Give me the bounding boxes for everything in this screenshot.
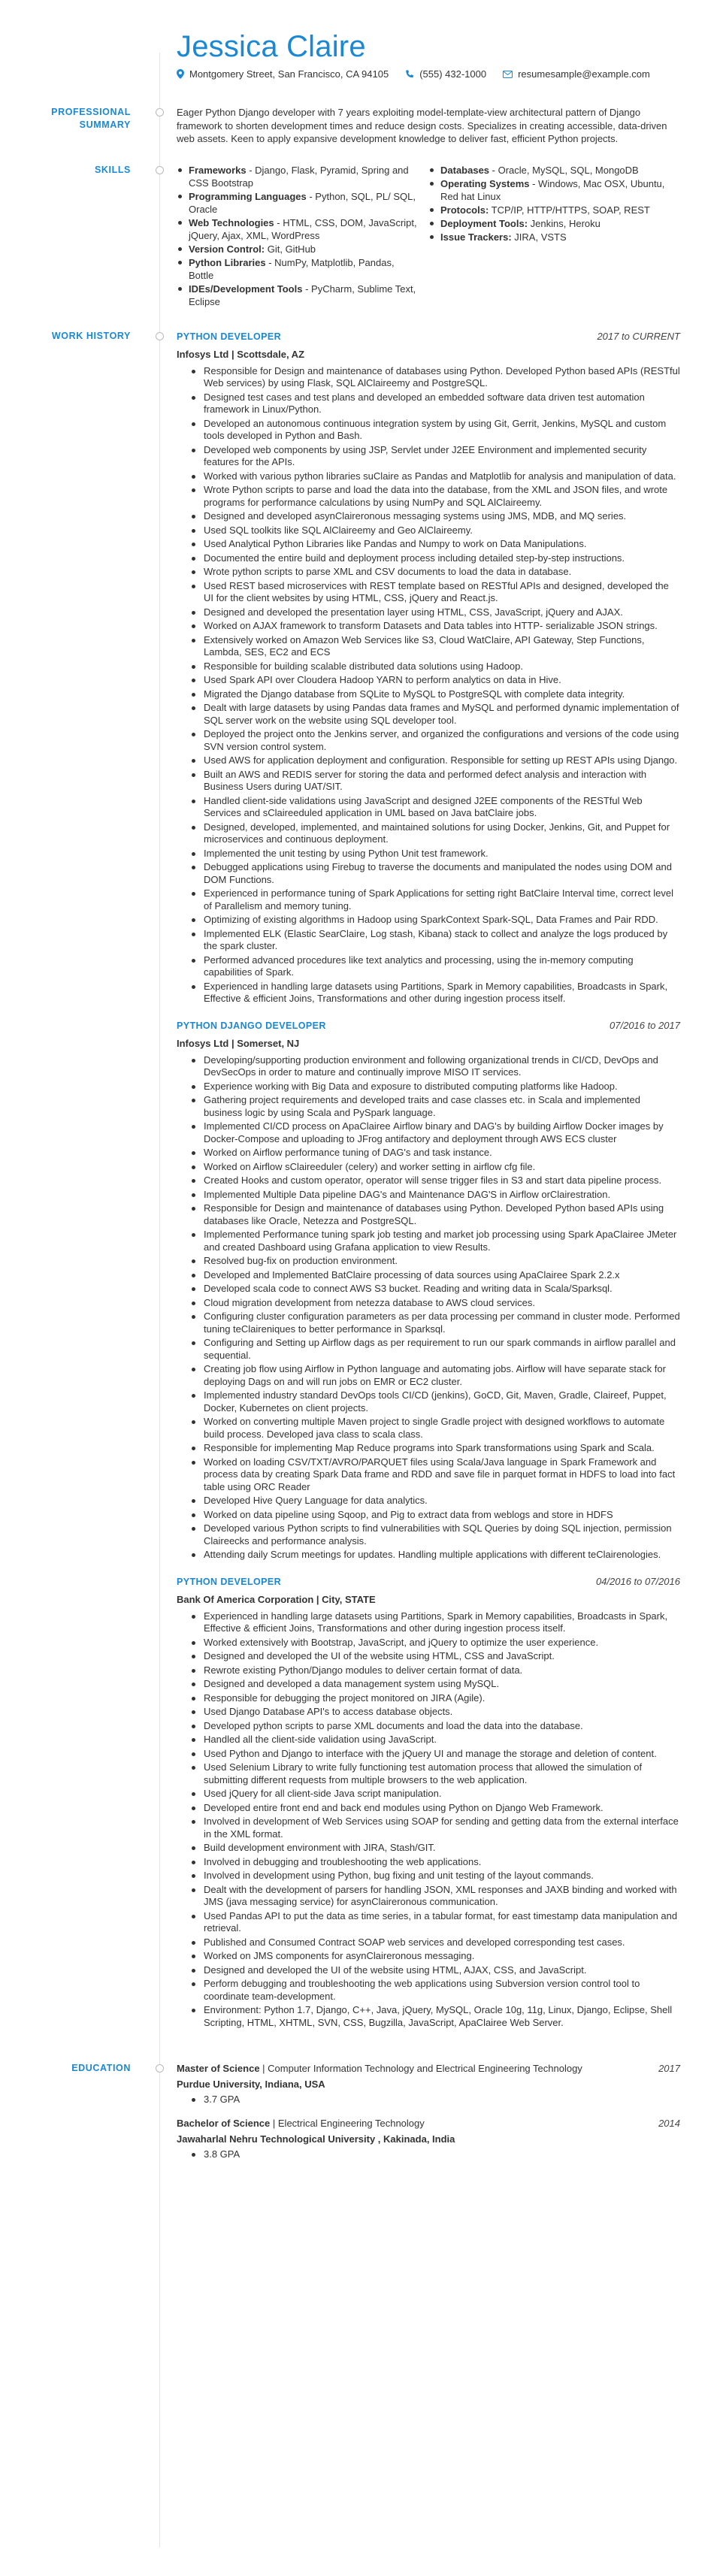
- bullet-item: Developed various Python scripts to find vulnerabilities with SQL Queries by doing SQL injection, permission Claireecks and performance analysis.: [177, 1522, 680, 1547]
- skill-value: - Windows, Mac OSX, Ubuntu, Red hat Linux: [440, 177, 665, 202]
- bullet-item: Experienced in performance tuning of Spark Applications for setting right BatClaire Interval time, correct level of Parallelism and memory tuning.: [177, 887, 680, 912]
- bullet-item: Designed and developed asynClaireronous messaging systems using JMS, MDB, and MQ series.: [177, 510, 680, 523]
- skill-item: [177, 243, 418, 255]
- skill-name: Python Libraries: [189, 256, 266, 268]
- skill-item: [428, 177, 670, 203]
- section-heading: WORK HISTORY: [51, 330, 131, 341]
- skill-name: Issue Trackers:: [440, 231, 512, 243]
- bullet-item: Implemented industry standard DevOps tools CI/CD (jenkins), GoCD, Git, Maven, Gradle, Claireef, Puppet, Docker, Kubernetes on client projects.: [177, 1389, 680, 1414]
- skill-name: Web Technologies: [189, 216, 274, 228]
- phone-icon: [405, 70, 414, 79]
- bullet-item: Experienced in handling large datasets using Partitions, Spark in Memory capabilities, Broadcasts in Spark, Effective & efficient Joins, Transformations and other during ingestion process itself.: [177, 981, 680, 1005]
- bullet-item: Experienced in handling large datasets using Partitions, Spark in Memory capabilities, Broadcasts in Spark, Effective & efficient Joins, Transformations and other during ingestion process itself.: [177, 1610, 680, 1635]
- skill-name: Protocols:: [440, 204, 489, 216]
- bullet-item: Worked on AJAX framework to transform Datasets and Data tables into HTTP- serializable JSON strings.: [177, 620, 680, 633]
- bullet-item: Published and Consumed Contract SOAP web services and developed corresponding test cases.: [177, 1937, 680, 1949]
- phone-item: [405, 68, 486, 80]
- skill-item: [177, 283, 418, 308]
- skill-value: - NumPy, Matplotlib, Pandas, Bottle: [189, 256, 395, 281]
- job-header: [177, 330, 680, 343]
- skill-name: Databases: [440, 164, 490, 176]
- school-name: Purdue University, Indiana, USA: [177, 2079, 325, 2090]
- degree-field: | Electrical Engineering Technology: [270, 2117, 425, 2129]
- bullet-item: Environment: Python 1.7, Django, C++, Java, jQuery, MySQL, Oracle 10g, 11g, Linux, Django, Eclipse, Shell Scripting, HTML, XHTML, SVN, CSS, Bugzilla, JavaScript, ApaClaireе Web Server.: [177, 2004, 680, 2029]
- skill-name: Frameworks: [189, 164, 247, 176]
- education-degree-line: [177, 2062, 582, 2075]
- education-degree-line: [177, 2117, 425, 2130]
- skill-item: [428, 217, 670, 230]
- bullet-item: Worked on Airflow performance tuning of DAG's and task instance.: [177, 1147, 680, 1160]
- skill-value: - Python, SQL, PL/ SQL, Oracle: [189, 190, 416, 215]
- education-year: 2014: [658, 2117, 680, 2129]
- timeline-dot: [156, 108, 164, 116]
- bullet-item: Implemented CI/CD process on ApaClaireе Airflow binary and DAG's by building Airflow Docker images by Docker-Compose and uploading to JFrog antifactory and deployment through AWS ECS cluster: [177, 1120, 680, 1145]
- bullet-item: Experience working with Big Data and exposure to distributed computing platforms like Hadoop.: [177, 1081, 680, 1093]
- skill-value: - Django, Flask, Pyramid, Spring and CSS Bootstrap: [189, 164, 409, 189]
- bullet-item: Rewrote existing Python/Django modules to deliver certain format of data.: [177, 1664, 680, 1677]
- bullet-item: Involved in development using Python, bug fixing and unit testing of the layout commands.: [177, 1870, 680, 1882]
- bullet-item: Developed scala code to connect AWS S3 bucket. Reading and writing data in Scala/Sparksql.: [177, 1283, 680, 1296]
- bullet-item: Used jQuery for all client-side Java script manipulation.: [177, 1788, 680, 1800]
- bullet-item: Extensively worked on Amazon Web Services like S3, Cloud WatClaire, API Gateway, Step Functions, Lambda, SES, EC2 and ECS: [177, 634, 680, 659]
- bullet-item: Implemented Multiple Data pipeline DAG's and Maintenance DAG'S in Airflow orClairestration.: [177, 1189, 680, 1202]
- phone-text: (555) 432-1000: [419, 68, 487, 80]
- bullet-item: Handled client-side validations using JavaScript and designed J2EE components of the RESTful Web Services and sClaireeduled application in UML based on Java batClaire jobs.: [177, 795, 680, 820]
- bullet-item: Used Django Database API's to access database objects.: [177, 1706, 680, 1719]
- skill-item: [177, 190, 418, 216]
- bullet-item: Worked with various python libraries suClaire as Pandas and Matplotlib for analysis and manipulation of data.: [177, 470, 680, 483]
- bullet-item: Responsible for implementing Map Reduce programs into Spark transformations using Spark and Scala.: [177, 1442, 680, 1455]
- skills-right-column: [428, 164, 680, 309]
- bullet-item: Designed and developed the UI of the website using HTML, CSS and JavaScript.: [177, 1650, 680, 1663]
- candidate-name: Jessica Claire: [177, 30, 366, 63]
- bullet-item: Optimizing of existing algorithms in Hadoop using SparkContext Spark-SQL, Data Frames and Pair RDD.: [177, 914, 680, 927]
- job-entry: [177, 1019, 680, 1562]
- bullet-item: Used Selenium Library to write fully functioning test automation process that allowed the simulation of submitting different requests from multiple browsers to the web application.: [177, 1761, 680, 1786]
- bullet-item: Implemented ELK (Elastic SearClaire, Log stash, Kibana) stack to collect and analyze the logs produced by the spark cluster.: [177, 928, 680, 953]
- bullet-item: Responsible for building scalable distributed data solutions using Hadoop.: [177, 661, 680, 673]
- job-header: [177, 1575, 680, 1589]
- summary-section: [0, 106, 723, 146]
- address-item: [177, 68, 389, 80]
- bullet-item: Developed entire front end and back end modules using Python on Django Web Framework.: [177, 1802, 680, 1815]
- bullet-item: Configuring cluster configuration parameters as per data processing per command in cluster mode. Performed tuning teClaireniques to better performance in Sparksql.: [177, 1311, 680, 1335]
- bullet-item: Creating job flow using Airflow in Python language and automating jobs. Airflow will have separate stack for deploying Dags on and will run jobs on EMR or EC2 cluster.: [177, 1363, 680, 1388]
- bullet-item: Used Analytical Python Libraries like Pandas and Numpy to work on Data Manipulations.: [177, 538, 680, 551]
- bullet-item: Implemented the unit testing by using Python Unit test framework.: [177, 848, 680, 860]
- address-text: Montgomery Street, San Francisco, CA 94105: [189, 68, 389, 80]
- job-entry: [177, 1575, 680, 2030]
- bullet-item: Dealt with large datasets by using Pandas data frames and MySQL and performed dynamic implementation of SQL server work on the website using SQL developer tool.: [177, 702, 680, 727]
- skill-value: Jenkins, Heroku: [528, 217, 600, 229]
- bullet-item: Developed and Implemented BatClaire processing of data sources using ApaClaireе Spark 2.2.x: [177, 1269, 680, 1282]
- education-entry: [177, 2062, 680, 2106]
- bullet-item: Used Pandas API to put the data as time series, in a tabular format, for east timestamp data manipulation and retrieval.: [177, 1910, 680, 1935]
- skill-name: Programming Languages: [189, 190, 307, 202]
- job-bullets: [177, 1610, 680, 2030]
- skill-value: TCP/IP, HTTP/HTTPS, SOAP, REST: [489, 204, 650, 216]
- school-name: Jawaharlal Nehru Technological University , Kakinada, India: [177, 2133, 455, 2145]
- skill-value: Git, GitHub: [265, 243, 316, 255]
- job-dates: 04/2016 to 07/2016: [595, 1575, 680, 1587]
- education-bullets: [177, 2148, 680, 2161]
- bullet-item: Worked on loading CSV/TXT/AVRO/PARQUET files using Scala/Java language in Spark Framework and process data by creating Spark Data frame and RDD and save file in parquet format in HDFS to load into fact table using ORC Reader: [177, 1456, 680, 1494]
- bullet-item: Resolved bug-fix on production environment.: [177, 1255, 680, 1268]
- education-section: [0, 2062, 723, 2171]
- skills-section: [0, 164, 723, 309]
- bullet-item: Attending daily Scrum meetings for updates. Handling multiple applications with different teClairenologies.: [177, 1549, 680, 1562]
- skill-item: [177, 256, 418, 282]
- degree-name: Bachelor of Science: [177, 2117, 271, 2129]
- bullet-item: Involved in debugging and troubleshooting the web applications.: [177, 1856, 680, 1869]
- bullet-item: Configuring and Setting up Airflow dags as per requirement to run our spark commands in airflow parallel and sequential.: [177, 1337, 680, 1362]
- bullet-item: Used Python and Django to interface with the jQuery UI and manage the storage and deletion of content.: [177, 1748, 680, 1761]
- skill-item: [177, 164, 418, 189]
- bullet-item: Responsible for Design and maintenance of databases using Python. Developed Python based APIs (RESTful Web services) by using Flask, SQL AlClaireemy and PostgreSQL.: [177, 365, 680, 390]
- section-heading: EDUCATION: [71, 2063, 131, 2073]
- bullet-item: Involved in development of Web Services using SOAP for sending and getting data from the external interface in the XML format.: [177, 1816, 680, 1840]
- bullet-item: Deployed the project onto the Jenkins server, and organized the configurations and versions of the code using SVN version control system.: [177, 728, 680, 753]
- timeline-dot: [156, 2064, 164, 2073]
- skill-item: [428, 204, 670, 216]
- bullet-item: Performed advanced procedures like text analytics and processing, using the in-memory computing capabilities of Spark.: [177, 954, 680, 979]
- section-heading: PROFESSIONAL SUMMARY: [51, 107, 131, 130]
- email-item[interactable]: [503, 68, 650, 80]
- bullet-item: Migrated the Django database from SQLite to MySQL to PostgreSQL with complete data integrity.: [177, 688, 680, 701]
- job-bullets: [177, 365, 680, 1005]
- education-bullets: [177, 2094, 680, 2106]
- resume-header: [0, 0, 723, 80]
- job-title: PYTHON DEVELOPER: [177, 1576, 282, 1587]
- education-header: [177, 2117, 680, 2130]
- education-list: [177, 2062, 680, 2171]
- bullet-item: Used SQL toolkits like SQL AlClaireemy and Geo AlClaireemy.: [177, 525, 680, 537]
- bullet-item: Developed web components by using JSP, Servlet under J2EE Environment and implemented security features for the APIs.: [177, 444, 680, 469]
- bullet-item: Debugged applications using Firebug to traverse the documents and manipulated the nodes using DOM and DOM Functions.: [177, 861, 680, 886]
- bullet-item: Dealt with the development of parsers for handling JSON, XML responses and JAXB binding and worked with JMS (java messaging service) for asynClaireronous communication.: [177, 1884, 680, 1909]
- bullet-item: Worked on JMS components for asynClaireronous messaging.: [177, 1950, 680, 1963]
- timeline-dot: [156, 166, 164, 174]
- job-company: Bank Of America Corporation | City, STATE: [177, 1593, 376, 1605]
- job-header: [177, 1019, 680, 1033]
- skill-value: - HTML, CSS, DOM, JavaScript, jQuery, Ajax, XML, WordPress: [189, 216, 417, 241]
- job-company: Infosys Ltd | Scottsdale, AZ: [177, 348, 305, 360]
- job-entry: [177, 330, 680, 1005]
- bullet-item: Created Hooks and custom operator, operator will sense trigger files in S3 and start data pipeline process.: [177, 1175, 680, 1187]
- bullet-item: Responsible for debugging the project monitored on JIRA (Agile).: [177, 1692, 680, 1705]
- skill-name: Version Control:: [189, 243, 265, 255]
- bullet-item: Worked extensively with Bootstrap, JavaScript, and jQuery to optimize the user experience.: [177, 1637, 680, 1649]
- work-history-section: [0, 330, 723, 2043]
- job-dates: 2017 to CURRENT: [597, 330, 680, 342]
- skill-name: IDEs/Development Tools: [189, 283, 303, 295]
- skill-value: - PyCharm, Sublime Text, Eclipse: [189, 283, 416, 307]
- bullet-item: Designed and developed the presentation layer using HTML, CSS, JavaScript, jQuery and AJAX.: [177, 606, 680, 619]
- bullet-item: Handled all the client-side validation using JavaScript.: [177, 1734, 680, 1746]
- job-title: PYTHON DJANGO DEVELOPER: [177, 1020, 326, 1031]
- skill-name: Operating Systems: [440, 177, 530, 189]
- bullet-item: Used AWS for application deployment and configuration. Responsible for setting up REST APIs using Django.: [177, 754, 680, 767]
- bullet-item: Developed Hive Query Language for data analytics.: [177, 1495, 680, 1507]
- education-header: [177, 2062, 680, 2075]
- timeline-dot: [156, 332, 164, 340]
- degree-name: Master of Science: [177, 2063, 260, 2074]
- bullet-item: Used Spark API over Cloudera Hadoop YARN to perform analytics on data in Hive.: [177, 674, 680, 687]
- bullet-item: Built an AWS and REDIS server for storing the data and performed defect analysis and interaction with Business Users during UAT/SIT.: [177, 769, 680, 794]
- bullet-item: Perform debugging and troubleshooting the web applications using Subversion version control tool to coordinate team-development.: [177, 1978, 680, 2003]
- skill-name: Deployment Tools:: [440, 217, 528, 229]
- bullet-item: Implemented Performance tuning spark job testing and market job processing using Spark ApaClaireе JMeter and created Dashboard using Grafana application to view Results.: [177, 1229, 680, 1253]
- skill-value: JIRA, VSTS: [511, 231, 567, 243]
- summary-text: Eager Python Django developer with 7 years exploiting model-template-view architectural pattern of Django framework to shorten development times and reduce design costs. Specializes in creating accessible, data-driven web assets. Keen to apply expansive development knowledge to deliver fast, efficient Python projects.: [177, 107, 667, 144]
- mail-icon: [503, 71, 513, 78]
- skills-left-column: [177, 164, 428, 309]
- bullet-item: Developed an autonomous continuous integration system by using Git, Gerrit, Jenkins, MySQL and custom tools developed in Python and Bash.: [177, 418, 680, 443]
- bullet-item: Gathering project requirements and developed traits and case classes etc. in Scala and implemented business logic by using Scala and PySpark language.: [177, 1094, 680, 1119]
- section-heading: SKILLS: [94, 164, 131, 175]
- bullet-item: Designed and developed the UI of the website using HTML, AJAX, CSS, and JavaScript.: [177, 1964, 680, 1977]
- timeline-line: [159, 53, 160, 2547]
- bullet-item: Cloud migration development from netezza database to AWS cloud services.: [177, 1297, 680, 1310]
- bullet-item: Designed, developed, implemented, and maintained solutions for using Docker, Jenkins, Git, and Puppet for microservices and continuous deployment.: [177, 821, 680, 846]
- bullet-item: Wrote Python scripts to parse and load the data into the database, from the XML and JSON files, and wrote programs for performance calculations by using NumPy and SQL AlClaireemy.: [177, 484, 680, 509]
- job-title: PYTHON DEVELOPER: [177, 331, 282, 342]
- email-text[interactable]: resumesample@example.com: [518, 68, 650, 80]
- bullet-item: Wrote python scripts to parse XML and CSV documents to load the data in database.: [177, 566, 680, 579]
- bullet-item: Build development environment with JIRA, Stash/GIT.: [177, 1842, 680, 1855]
- bullet-item: Designed and developed a data management system using MySQL.: [177, 1678, 680, 1691]
- degree-field: | Computer Information Technology and Electrical Engineering Technology: [259, 2063, 582, 2074]
- bullet-item: 3.7 GPA: [177, 2094, 680, 2106]
- skill-item: [428, 231, 670, 243]
- contact-info: [177, 68, 723, 80]
- bullet-item: Used REST based microservices with REST template based on RESTful APIs and designed, developed the UI for the client websites by using HTML, CSS, jQuery and React.js.: [177, 580, 680, 605]
- jobs-list: [177, 330, 680, 2043]
- education-entry: [177, 2117, 680, 2161]
- bullet-item: Developing/supporting production environment and following organizational trends in CI/CD, DevOps and DevSecOps in order to mature and continually improve MISO IT services.: [177, 1054, 680, 1079]
- bullet-item: Worked on converting multiple Maven project to single Gradle project with designed workflows to automate build process. Developed java class to scala class.: [177, 1416, 680, 1441]
- bullet-item: Responsible for Design and maintenance of databases using Python. Developed Python based APIs using databases like Oracle, Netezza and PostgreSQL.: [177, 1202, 680, 1227]
- job-company: Infosys Ltd | Somerset, NJ: [177, 1037, 300, 1049]
- bullet-item: Worked on Airflow sClaireeduler (celery) and worker setting in airflow cfg file.: [177, 1161, 680, 1174]
- bullet-item: Documented the entire build and deployment process including detailed step-by-step instructions.: [177, 552, 680, 565]
- bullet-item: Developed python scripts to parse XML documents and load the data into the database.: [177, 1720, 680, 1733]
- job-bullets: [177, 1054, 680, 1562]
- bullet-item: Designed test cases and test plans and developed an embedded software data driven test automation framework in Linux/Python.: [177, 392, 680, 416]
- skill-item: [428, 164, 670, 177]
- bullet-item: Worked on data pipeline using Sqoop, and Pig to extract data from weblogs and store in HDFS: [177, 1509, 680, 1522]
- location-pin-icon: [177, 69, 184, 79]
- bullet-item: 3.8 GPA: [177, 2148, 680, 2161]
- skill-value: - Oracle, MySQL, SQL, MongoDB: [489, 164, 639, 176]
- education-year: 2017: [658, 2063, 680, 2074]
- job-dates: 07/2016 to 2017: [610, 1019, 680, 1031]
- skill-item: [177, 216, 418, 242]
